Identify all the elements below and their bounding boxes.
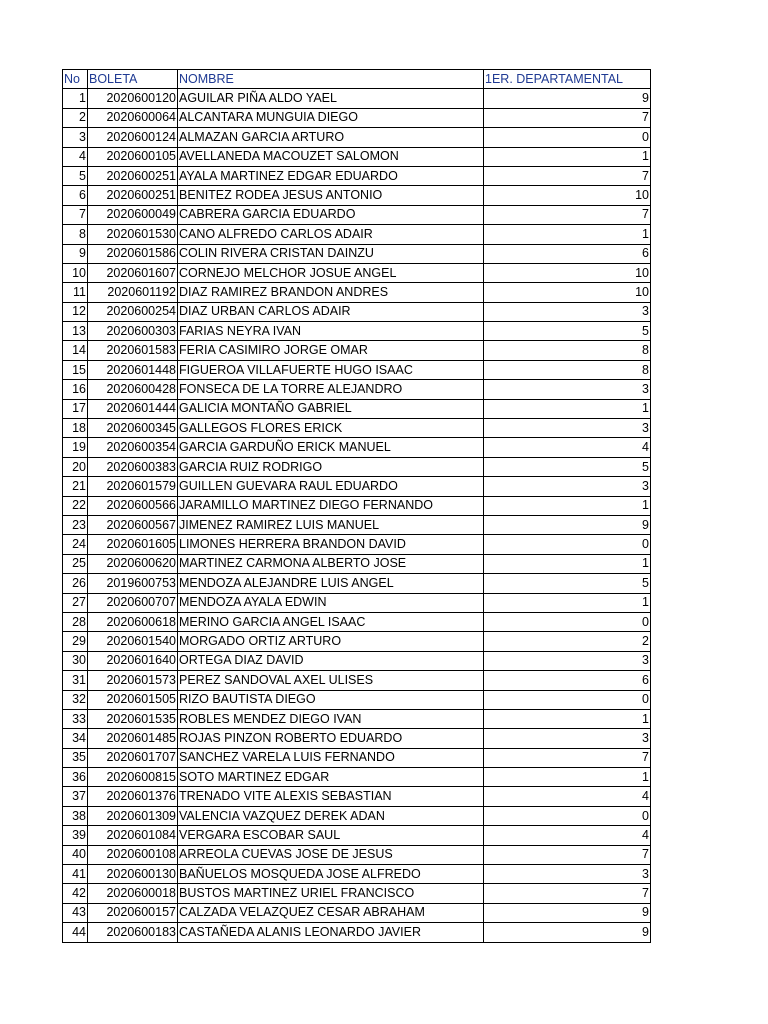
table-row: [63, 302, 651, 321]
departamental-grade-cell: 9: [484, 89, 651, 108]
boleta-cell: 2020600566: [88, 496, 178, 515]
row-number-cell: 9: [63, 244, 88, 263]
boleta-cell: 2020600124: [88, 128, 178, 147]
table-row: [63, 554, 651, 573]
row-number-cell: 16: [63, 380, 88, 399]
table-row: [63, 205, 651, 224]
table-row: [63, 535, 651, 554]
table-row: [63, 399, 651, 418]
row-number-cell: 15: [63, 360, 88, 379]
row-number-cell: 25: [63, 554, 88, 573]
boleta-cell: 2020600383: [88, 457, 178, 476]
nombre-cell: FONSECA DE LA TORRE ALEJANDRO: [178, 380, 484, 399]
boleta-cell: 2020601535: [88, 709, 178, 728]
nombre-cell: VERGARA ESCOBAR SAUL: [178, 826, 484, 845]
departamental-grade-cell: 0: [484, 690, 651, 709]
departamental-grade-cell: 0: [484, 128, 651, 147]
departamental-grade-cell: 1: [484, 593, 651, 612]
boleta-cell: 2020600428: [88, 380, 178, 399]
table-row: [63, 574, 651, 593]
boleta-cell: 2020600620: [88, 554, 178, 573]
nombre-cell: DIAZ URBAN CARLOS ADAIR: [178, 302, 484, 321]
boleta-cell: 2020600707: [88, 593, 178, 612]
departamental-grade-cell: 3: [484, 651, 651, 670]
table-row: [63, 263, 651, 282]
departamental-grade-cell: 6: [484, 244, 651, 263]
row-number-cell: 38: [63, 806, 88, 825]
departamental-grade-cell: 1: [484, 709, 651, 728]
row-number-cell: 22: [63, 496, 88, 515]
nombre-cell: RIZO BAUTISTA DIEGO: [178, 690, 484, 709]
nombre-cell: CORNEJO MELCHOR JOSUE ANGEL: [178, 263, 484, 282]
table-row: [63, 632, 651, 651]
departamental-grade-cell: 3: [484, 865, 651, 884]
departamental-grade-cell: 9: [484, 923, 651, 942]
departamental-grade-cell: 3: [484, 302, 651, 321]
table-row: [63, 709, 651, 728]
row-number-cell: 19: [63, 438, 88, 457]
row-number-cell: 8: [63, 225, 88, 244]
departamental-grade-cell: 4: [484, 787, 651, 806]
nombre-cell: ALCANTARA MUNGUIA DIEGO: [178, 108, 484, 127]
boleta-cell: 2020601573: [88, 671, 178, 690]
departamental-grade-cell: 5: [484, 457, 651, 476]
row-number-cell: 26: [63, 574, 88, 593]
departamental-grade-cell: 2: [484, 632, 651, 651]
table-row: [63, 419, 651, 438]
nombre-cell: GARCIA RUIZ RODRIGO: [178, 457, 484, 476]
boleta-cell: 2020601192: [88, 283, 178, 302]
table-row: [63, 147, 651, 166]
nombre-cell: SANCHEZ VARELA LUIS FERNANDO: [178, 748, 484, 767]
row-number-cell: 33: [63, 709, 88, 728]
boleta-cell: 2020600120: [88, 89, 178, 108]
row-number-cell: 24: [63, 535, 88, 554]
departamental-grade-cell: 0: [484, 612, 651, 631]
row-number-cell: 39: [63, 826, 88, 845]
row-number-cell: 4: [63, 147, 88, 166]
nombre-cell: MARTINEZ CARMONA ALBERTO JOSE: [178, 554, 484, 573]
row-number-cell: 1: [63, 89, 88, 108]
nombre-cell: SOTO MARTINEZ EDGAR: [178, 768, 484, 787]
boleta-cell: 2020600105: [88, 147, 178, 166]
departamental-grade-cell: 4: [484, 438, 651, 457]
nombre-cell: COLIN RIVERA CRISTAN DAINZU: [178, 244, 484, 263]
nombre-cell: ROBLES MENDEZ DIEGO IVAN: [178, 709, 484, 728]
row-number-cell: 6: [63, 186, 88, 205]
table-row: [63, 128, 651, 147]
boleta-cell: 2020600130: [88, 865, 178, 884]
departamental-grade-cell: 7: [484, 205, 651, 224]
departamental-grade-cell: 7: [484, 166, 651, 185]
row-number-cell: 43: [63, 903, 88, 922]
row-number-cell: 12: [63, 302, 88, 321]
row-number-cell: 31: [63, 671, 88, 690]
boleta-cell: 2020600251: [88, 166, 178, 185]
boleta-cell: 2020601607: [88, 263, 178, 282]
departamental-grade-cell: 5: [484, 574, 651, 593]
departamental-grade-cell: 10: [484, 186, 651, 205]
row-number-cell: 3: [63, 128, 88, 147]
row-number-cell: 32: [63, 690, 88, 709]
departamental-grade-cell: 8: [484, 341, 651, 360]
header-row: [63, 70, 651, 89]
boleta-cell: 2020600064: [88, 108, 178, 127]
row-number-cell: 44: [63, 923, 88, 942]
table-row: [63, 826, 651, 845]
nombre-cell: GUILLEN GUEVARA RAUL EDUARDO: [178, 477, 484, 496]
departamental-grade-cell: 3: [484, 419, 651, 438]
boleta-cell: 2020601640: [88, 651, 178, 670]
row-number-cell: 35: [63, 748, 88, 767]
nombre-cell: FIGUEROA VILLAFUERTE HUGO ISAAC: [178, 360, 484, 379]
departamental-grade-cell: 1: [484, 399, 651, 418]
nombre-cell: JIMENEZ RAMIREZ LUIS MANUEL: [178, 515, 484, 534]
row-number-cell: 2: [63, 108, 88, 127]
table-row: [63, 768, 651, 787]
table-row: [63, 903, 651, 922]
boleta-cell: 2020600157: [88, 903, 178, 922]
table-row: [63, 496, 651, 515]
table-row: [63, 225, 651, 244]
boleta-cell: 2020600354: [88, 438, 178, 457]
nombre-cell: CABRERA GARCIA EDUARDO: [178, 205, 484, 224]
table-row: [63, 612, 651, 631]
boleta-cell: 2020601605: [88, 535, 178, 554]
table-row: [63, 806, 651, 825]
nombre-cell: CANO ALFREDO CARLOS ADAIR: [178, 225, 484, 244]
nombre-cell: MENDOZA AYALA EDWIN: [178, 593, 484, 612]
boleta-cell: 2020600108: [88, 845, 178, 864]
nombre-cell: DIAZ RAMIREZ BRANDON ANDRES: [178, 283, 484, 302]
table-row: [63, 360, 651, 379]
departamental-grade-cell: 10: [484, 263, 651, 282]
row-number-cell: 5: [63, 166, 88, 185]
row-number-cell: 13: [63, 322, 88, 341]
boleta-cell: 2020601579: [88, 477, 178, 496]
boleta-cell: 2020600183: [88, 923, 178, 942]
boleta-cell: 2020601707: [88, 748, 178, 767]
departamental-grade-cell: 1: [484, 768, 651, 787]
table-row: [63, 729, 651, 748]
nombre-cell: ARREOLA CUEVAS JOSE DE JESUS: [178, 845, 484, 864]
row-number-cell: 21: [63, 477, 88, 496]
departamental-grade-cell: 0: [484, 535, 651, 554]
row-number-cell: 18: [63, 419, 88, 438]
nombre-cell: FERIA CASIMIRO JORGE OMAR: [178, 341, 484, 360]
departamental-grade-cell: 7: [484, 845, 651, 864]
grades-table: [62, 69, 651, 943]
boleta-cell: 2020600567: [88, 515, 178, 534]
nombre-cell: AGUILAR PIÑA ALDO YAEL: [178, 89, 484, 108]
departamental-grade-cell: 4: [484, 826, 651, 845]
departamental-grade-cell: 7: [484, 748, 651, 767]
row-number-cell: 30: [63, 651, 88, 670]
table-row: [63, 477, 651, 496]
row-number-cell: 42: [63, 884, 88, 903]
table-row: [63, 89, 651, 108]
table-row: [63, 244, 651, 263]
departamental-grade-cell: 7: [484, 884, 651, 903]
nombre-cell: CALZADA VELAZQUEZ CESAR ABRAHAM: [178, 903, 484, 922]
departamental-grade-cell: 0: [484, 806, 651, 825]
departamental-grade-cell: 8: [484, 360, 651, 379]
departamental-grade-cell: 6: [484, 671, 651, 690]
departamental-grade-cell: 3: [484, 729, 651, 748]
nombre-cell: ALMAZAN GARCIA ARTURO: [178, 128, 484, 147]
row-number-cell: 36: [63, 768, 88, 787]
table-row: [63, 845, 651, 864]
row-number-cell: 41: [63, 865, 88, 884]
nombre-cell: ROJAS PINZON ROBERTO EDUARDO: [178, 729, 484, 748]
table-row: [63, 515, 651, 534]
table-row: [63, 593, 651, 612]
boleta-cell: 2020601583: [88, 341, 178, 360]
nombre-cell: TRENADO VITE ALEXIS SEBASTIAN: [178, 787, 484, 806]
row-number-cell: 17: [63, 399, 88, 418]
boleta-cell: 2020600049: [88, 205, 178, 224]
nombre-cell: CASTAÑEDA ALANIS LEONARDO JAVIER: [178, 923, 484, 942]
departamental-grade-cell: 9: [484, 903, 651, 922]
boleta-cell: 2020600018: [88, 884, 178, 903]
boleta-cell: 2020601505: [88, 690, 178, 709]
boleta-cell: 2020601376: [88, 787, 178, 806]
table-row: [63, 380, 651, 399]
departamental-grade-cell: 1: [484, 554, 651, 573]
nombre-cell: LIMONES HERRERA BRANDON DAVID: [178, 535, 484, 554]
table-row: [63, 671, 651, 690]
departamental-grade-cell: 3: [484, 380, 651, 399]
boleta-cell: 2020600345: [88, 419, 178, 438]
table-row: [63, 884, 651, 903]
row-number-cell: 20: [63, 457, 88, 476]
table-row: [63, 108, 651, 127]
row-number-cell: 37: [63, 787, 88, 806]
nombre-cell: JARAMILLO MARTINEZ DIEGO FERNANDO: [178, 496, 484, 515]
boleta-cell: 2020601444: [88, 399, 178, 418]
row-number-cell: 11: [63, 283, 88, 302]
table-row: [63, 690, 651, 709]
table-row: [63, 923, 651, 942]
departamental-grade-cell: 10: [484, 283, 651, 302]
nombre-cell: GALICIA MONTAÑO GABRIEL: [178, 399, 484, 418]
departamental-grade-cell: 3: [484, 477, 651, 496]
nombre-cell: AYALA MARTINEZ EDGAR EDUARDO: [178, 166, 484, 185]
table-row: [63, 787, 651, 806]
table-row: [63, 186, 651, 205]
boleta-cell: 2020601084: [88, 826, 178, 845]
boleta-cell: 2020600254: [88, 302, 178, 321]
row-number-cell: 7: [63, 205, 88, 224]
departamental-grade-cell: 1: [484, 225, 651, 244]
boleta-cell: 2020600815: [88, 768, 178, 787]
nombre-cell: GALLEGOS FLORES ERICK: [178, 419, 484, 438]
table-row: [63, 166, 651, 185]
nombre-cell: BUSTOS MARTINEZ URIEL FRANCISCO: [178, 884, 484, 903]
table-row: [63, 748, 651, 767]
departamental-grade-cell: 1: [484, 496, 651, 515]
nombre-cell: GARCIA GARDUÑO ERICK MANUEL: [178, 438, 484, 457]
departamental-grade-cell: 9: [484, 515, 651, 534]
nombre-cell: MERINO GARCIA ANGEL ISAAC: [178, 612, 484, 631]
row-number-cell: 23: [63, 515, 88, 534]
boleta-cell: 2019600753: [88, 574, 178, 593]
header-nombre: NOMBRE: [178, 70, 484, 89]
nombre-cell: PEREZ SANDOVAL AXEL ULISES: [178, 671, 484, 690]
row-number-cell: 27: [63, 593, 88, 612]
nombre-cell: ORTEGA DIAZ DAVID: [178, 651, 484, 670]
table-row: [63, 457, 651, 476]
row-number-cell: 14: [63, 341, 88, 360]
nombre-cell: MENDOZA ALEJANDRE LUIS ANGEL: [178, 574, 484, 593]
table-row: [63, 322, 651, 341]
boleta-cell: 2020600303: [88, 322, 178, 341]
boleta-cell: 2020601448: [88, 360, 178, 379]
boleta-cell: 2020601586: [88, 244, 178, 263]
header-departamental: 1ER. DEPARTAMENTAL: [484, 70, 651, 89]
nombre-cell: FARIAS NEYRA IVAN: [178, 322, 484, 341]
table-row: [63, 438, 651, 457]
boleta-cell: 2020600251: [88, 186, 178, 205]
table-row: [63, 341, 651, 360]
row-number-cell: 28: [63, 612, 88, 631]
row-number-cell: 34: [63, 729, 88, 748]
boleta-cell: 2020600618: [88, 612, 178, 631]
boleta-cell: 2020601530: [88, 225, 178, 244]
boleta-cell: 2020601485: [88, 729, 178, 748]
nombre-cell: BAÑUELOS MOSQUEDA JOSE ALFREDO: [178, 865, 484, 884]
table-row: [63, 283, 651, 302]
row-number-cell: 40: [63, 845, 88, 864]
nombre-cell: MORGADO ORTIZ ARTURO: [178, 632, 484, 651]
nombre-cell: VALENCIA VAZQUEZ DEREK ADAN: [178, 806, 484, 825]
row-number-cell: 29: [63, 632, 88, 651]
boleta-cell: 2020601309: [88, 806, 178, 825]
row-number-cell: 10: [63, 263, 88, 282]
table-row: [63, 865, 651, 884]
header-no: No: [63, 70, 88, 89]
nombre-cell: BENITEZ RODEA JESUS ANTONIO: [178, 186, 484, 205]
departamental-grade-cell: 7: [484, 108, 651, 127]
header-boleta: BOLETA: [88, 70, 178, 89]
departamental-grade-cell: 1: [484, 147, 651, 166]
nombre-cell: AVELLANEDA MACOUZET SALOMON: [178, 147, 484, 166]
table-row: [63, 651, 651, 670]
departamental-grade-cell: 5: [484, 322, 651, 341]
boleta-cell: 2020601540: [88, 632, 178, 651]
